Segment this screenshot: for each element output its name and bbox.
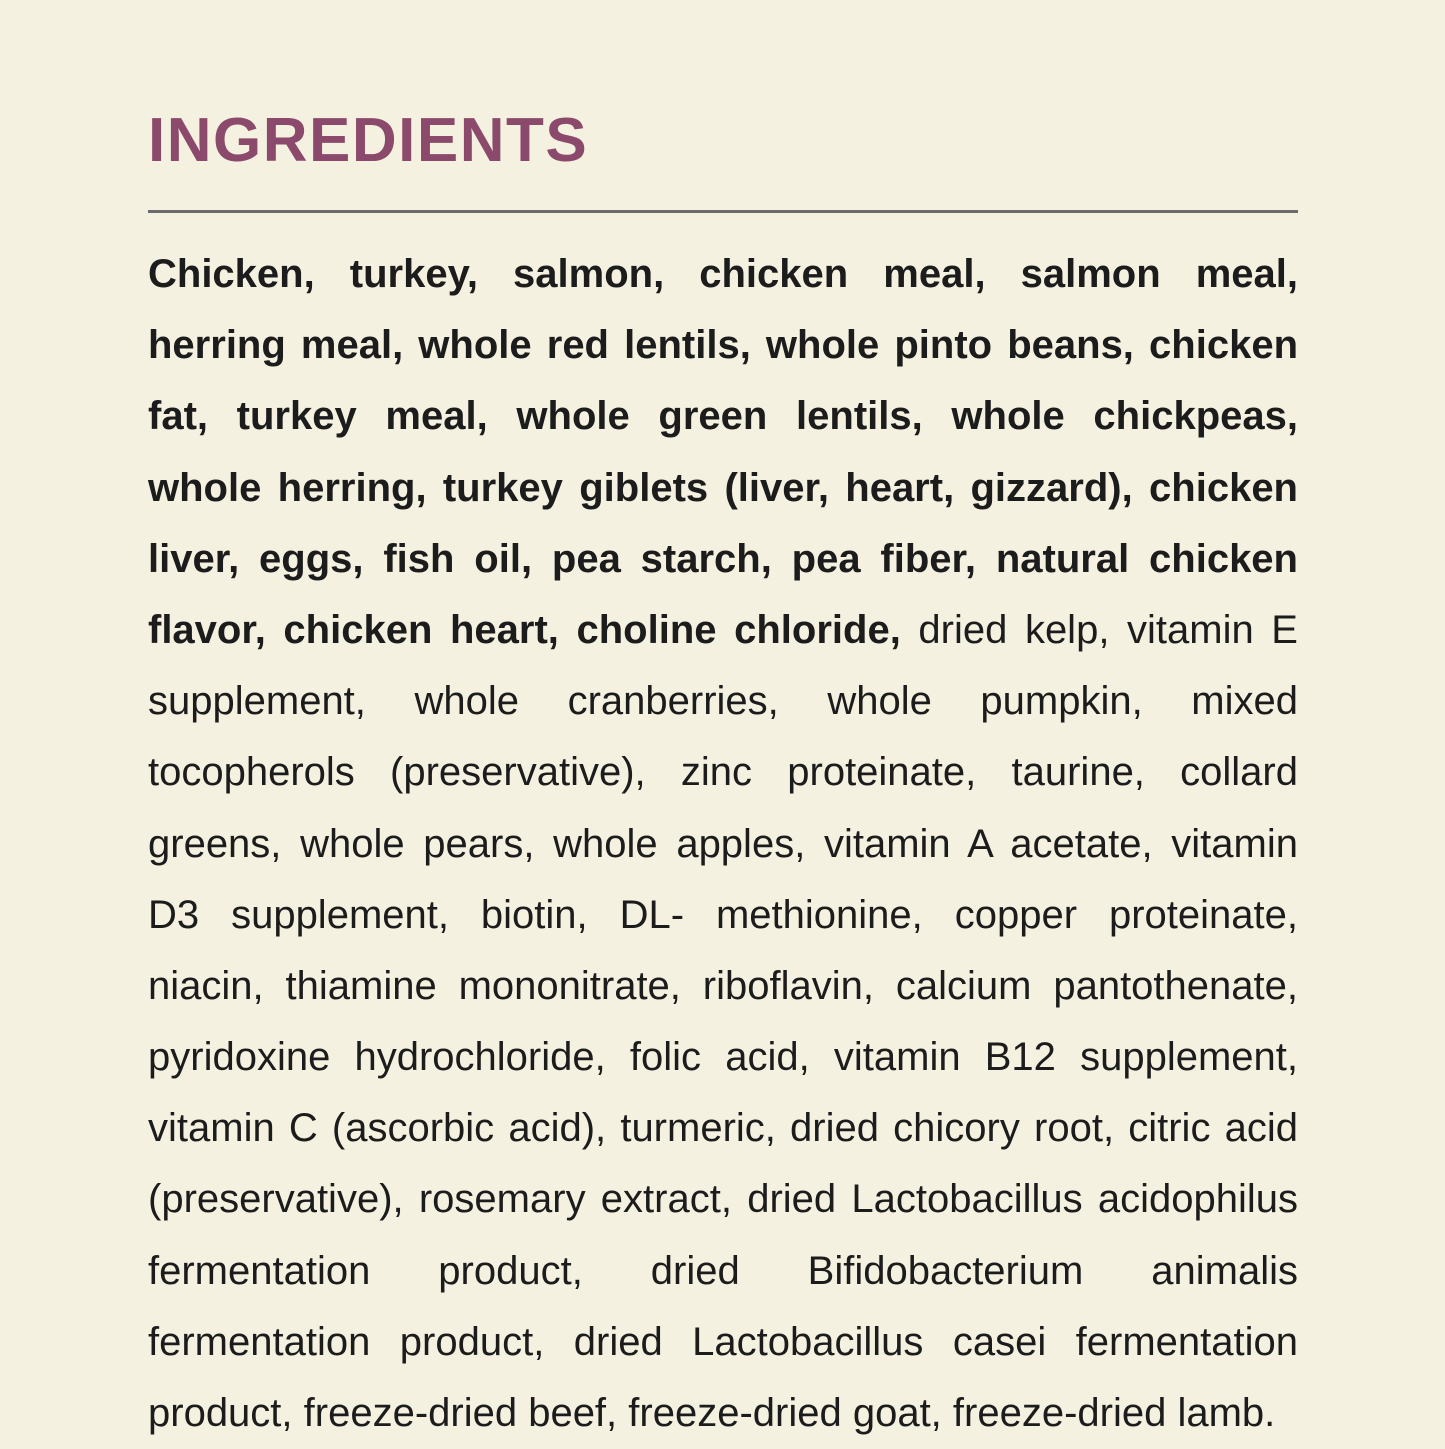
ingredients-secondary: dried kelp, vitamin E supplement, whole cranberries, whole pumpkin, mixed tocopherols (preservative), zinc proteinate, taurine, collard greens, whole pears, whole apples, vitamin A acetate, vitamin D3 supplement, biotin, DL- methionine, copper proteinate, niacin, thiamine mononitrate, riboflavin, calcium pantothenate, pyridoxine hydrochloride, folic acid, vitamin B12 supplement, vitamin C (ascorbic acid), turmeric, dried chicory root, citric acid (preservative), rosemary extract, dried Lactobacillus acidophilus fermentation product, dried Bifidobacterium animalis fermentation product, dried Lactobacillus casei fermentation product, freeze-dried beef, freeze-dried goat, freeze-dried lamb. <box>148 607 1298 1435</box>
ingredients-panel <box>148 106 1298 1449</box>
ingredients-primary: Chicken, turkey, salmon, chicken meal, salmon meal, herring meal, whole red lentils, whole pinto beans, chicken fat, turkey meal, whole green lentils, whole chickpeas, whole herring, turkey giblets (liver, heart, gizzard), chicken liver, eggs, fish oil, pea starch, pea fiber, natural chicken flavor, chicken heart, choline chloride, <box>148 252 1298 652</box>
ingredients-text <box>148 239 1298 1449</box>
title-divider <box>148 210 1298 213</box>
page-title: INGREDIENTS <box>148 106 589 175</box>
